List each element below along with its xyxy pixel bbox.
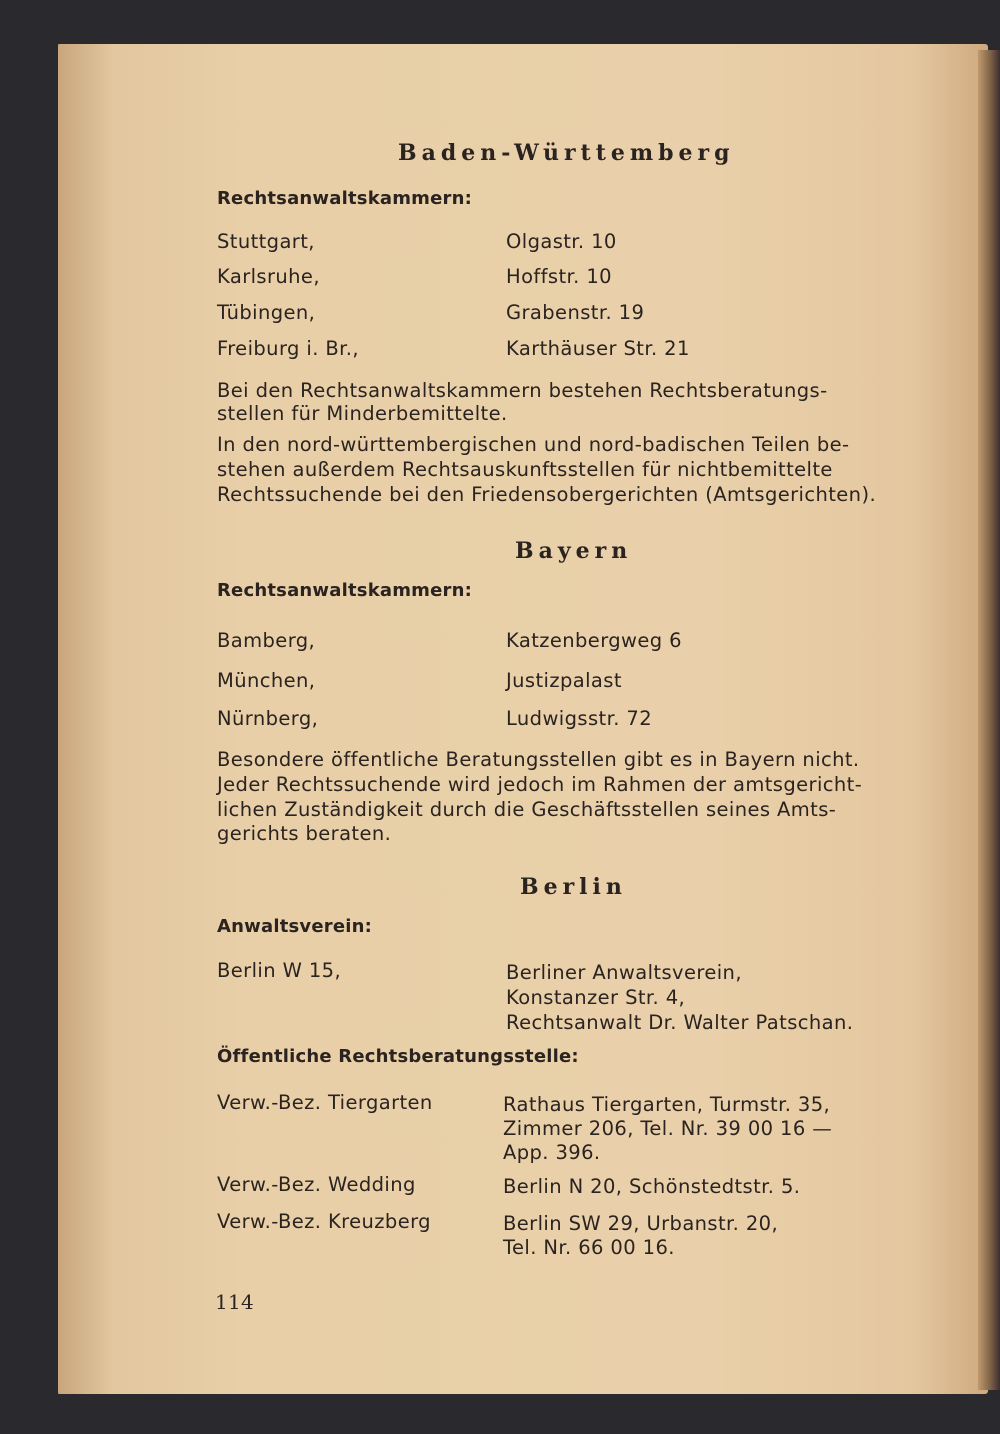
subheading-rechtsanwaltskammern-by: Rechtsanwaltskammern: (217, 580, 473, 601)
book-gutter (978, 50, 1000, 1390)
subheading-rechtsanwaltskammern-bw: Rechtsanwaltskammern: (217, 188, 473, 209)
city-entry: Freiburg i. Br., (217, 337, 360, 360)
verein-city: Berlin W 15, (217, 959, 342, 982)
paragraph-line: stehen außerdem Rechtsauskunftsstellen für nichtbemittelte (217, 458, 833, 481)
paragraph-line: stellen für Minderbemittelte. (217, 402, 508, 425)
office-address-line: Berlin SW 29, Urbanstr. 20, (503, 1212, 779, 1235)
city-entry: Stuttgart, (217, 230, 315, 253)
section-heading-berlin: Berlin (520, 874, 627, 900)
address-entry: Olgastr. 10 (506, 230, 617, 253)
office-district: Verw.-Bez. Wedding (217, 1173, 416, 1196)
page-number: 114 (215, 1290, 255, 1314)
office-address-line: Berlin N 20, Schönstedtstr. 5. (503, 1175, 801, 1198)
office-address-line: App. 396. (503, 1141, 601, 1164)
verein-line: Rechtsanwalt Dr. Walter Patschan. (506, 1011, 854, 1034)
address-entry: Katzenbergweg 6 (506, 629, 682, 652)
office-address-line: Zimmer 206, Tel. Nr. 39 00 16 — (503, 1117, 833, 1140)
paragraph-line: In den nord-württembergischen und nord-badischen Teilen be- (217, 433, 850, 456)
office-district: Verw.-Bez. Tiergarten (217, 1091, 433, 1114)
office-district: Verw.-Bez. Kreuzberg (217, 1210, 431, 1233)
paragraph-line: lichen Zuständigkeit durch die Geschäftsstellen seines Amts- (217, 798, 837, 821)
address-entry: Hoffstr. 10 (506, 265, 612, 288)
paragraph-line: Jeder Rechtssuchende wird jedoch im Rahmen der amtsgericht- (217, 773, 863, 796)
office-address-line: Rathaus Tiergarten, Turmstr. 35, (503, 1093, 831, 1116)
verein-line: Berliner Anwaltsverein, (506, 961, 742, 984)
section-heading-baden-wuerttemberg: Baden-Württemberg (398, 140, 735, 166)
paragraph-line: Besondere öffentliche Beratungsstellen gibt es in Bayern nicht. (217, 748, 860, 771)
address-entry: Karthäuser Str. 21 (506, 337, 690, 360)
section-heading-bayern: Bayern (515, 538, 633, 564)
address-entry: Ludwigsstr. 72 (506, 707, 653, 730)
paragraph-line: Bei den Rechtsanwaltskammern bestehen Rechtsberatungs- (217, 379, 828, 402)
office-address-line: Tel. Nr. 66 00 16. (503, 1236, 675, 1259)
city-entry: Karlsruhe, (217, 265, 320, 288)
address-entry: Grabenstr. 19 (506, 301, 645, 324)
paragraph-line: gerichts beraten. (217, 822, 392, 845)
city-entry: München, (217, 669, 316, 692)
address-entry: Justizpalast (506, 669, 622, 692)
city-entry: Bamberg, (217, 629, 316, 652)
city-entry: Tübingen, (217, 301, 316, 324)
city-entry: Nürnberg, (217, 707, 319, 730)
verein-line: Konstanzer Str. 4, (506, 986, 686, 1009)
subheading-anwaltsverein: Anwaltsverein: (217, 916, 373, 937)
subheading-rechtsberatungsstelle: Öffentliche Rechtsberatungsstelle: (217, 1046, 579, 1067)
paragraph-line: Rechtssuchende bei den Friedensobergerichten (Amtsgerichten). (217, 483, 877, 506)
